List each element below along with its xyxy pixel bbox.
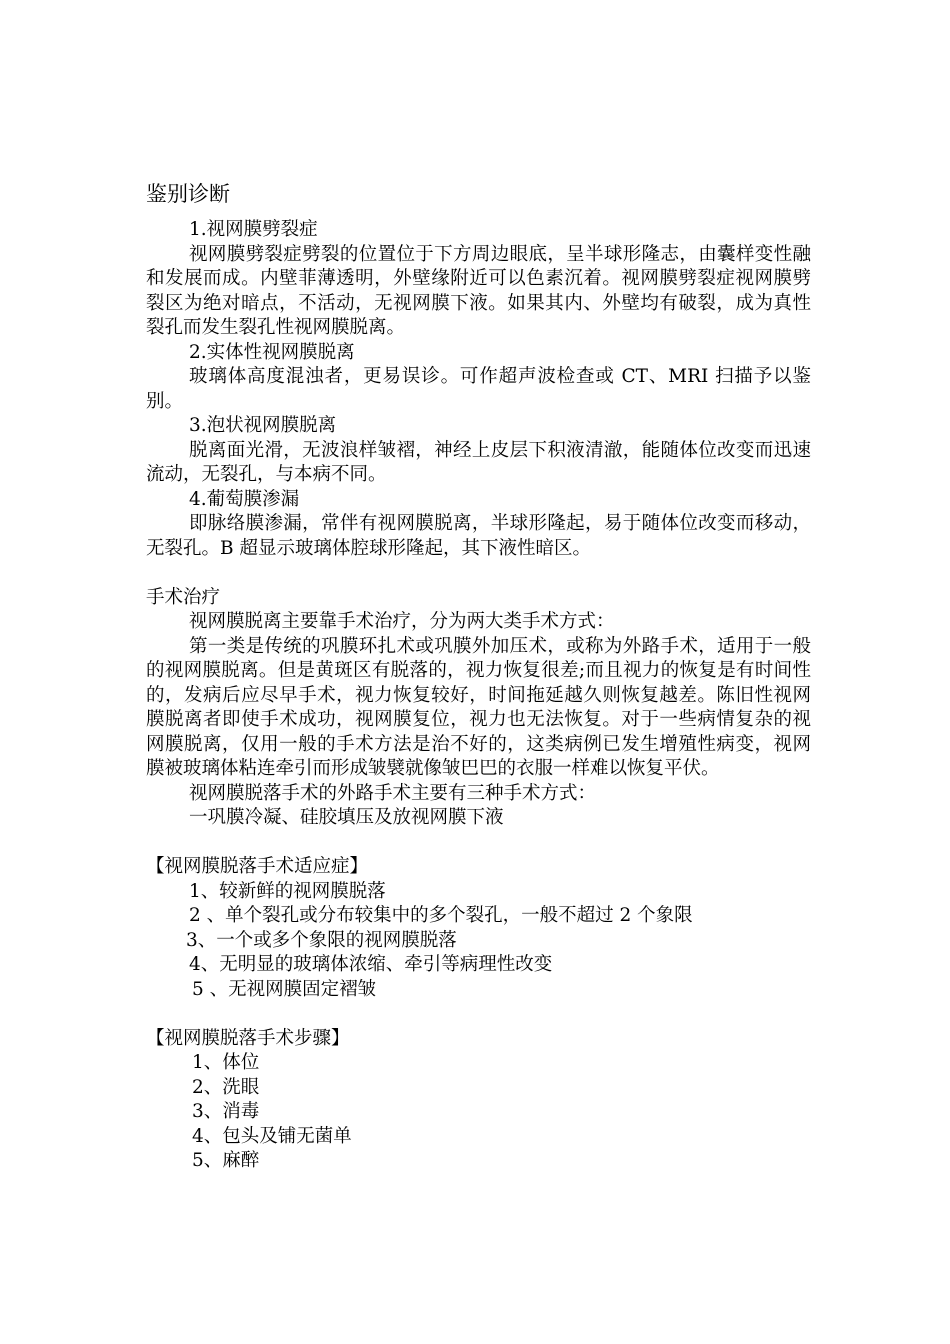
section-title-steps: 【视网膜脱落手术步骤】 xyxy=(146,1027,350,1049)
step-item: 4、包头及铺无菌单 xyxy=(192,1125,352,1147)
diagnosis-text-3: 脱离面光滑，无波浪样皱褶，神经上皮层下积液清澈，能随体位改变而迅速流动，无裂孔，与本病不同。 xyxy=(146,439,811,485)
diagnosis-heading-3: 3.泡状视网膜脱离 xyxy=(189,415,337,436)
indication-item: 5 、无视网膜固定褶皱 xyxy=(192,978,377,1000)
step-item: 3、消毒 xyxy=(192,1101,260,1122)
surgery-paragraph-1: 第一类是传统的巩膜环扎术或巩膜外加压术，或称为外路手术，适用于一般的视网膜脱离。但是黄斑区有脱落的，视力恢复很差;而且视力的恢复是有时间性的，发病后应尽早手术，视力恢复较好，时间拖延越久则恢复越差。陈旧性视网膜脱离者即使手术成功，视网膜复位，视力也无法恢复。对于一些病情复杂的视网膜脱离，仅用一般的手术方法是治不好的，这类病例已发生增殖性病变，视网膜被玻璃体粘连牵引而形成皱襞就像皱巴巴的衣服一样难以恢复平伏。 xyxy=(146,635,811,779)
section-title-indications: 【视网膜脱落手术适应症】 xyxy=(146,856,369,877)
diagnosis-text-1: 视网膜劈裂症劈裂的位置位于下方周边眼底，呈半球形隆志，由囊样变性融和发展而成。内壁菲薄透明，外壁缘附近可以色素沉着。视网膜劈裂症视网膜劈裂区为绝对暗点，不活动，无视网膜下液。如果其内、外壁均有破裂，成为真性裂孔而发生裂孔性视网膜脱离。 xyxy=(146,243,811,338)
indication-item: 2 、单个裂孔或分布较集中的多个裂孔，一般不超过 2 个象限 xyxy=(189,905,693,926)
spacer xyxy=(146,1002,811,1027)
diagnosis-text-2: 玻璃体高度混浊者，更易误诊。可作超声波检查或 CT、MRI 扫描予以鉴别。 xyxy=(146,366,811,412)
diagnosis-text-4: 即脉络膜渗漏，常伴有视网膜脱离，半球形隆起，易于随体位改变而移动，无裂孔。B 超显示玻璃体腔球形隆起，其下液性暗区。 xyxy=(146,513,811,559)
diagnosis-heading-1: 1.视网膜劈裂症 xyxy=(189,219,318,240)
step-item: 5、麻醉 xyxy=(192,1150,260,1171)
diagnosis-heading-2: 2.实体性视网膜脱离 xyxy=(189,341,355,363)
section-title-surgery: 手术治疗 xyxy=(146,586,221,608)
section-title-diagnosis: 鉴别诊断 xyxy=(146,182,230,206)
indication-item: 4、无明显的玻璃体浓缩、牵引等病理性改变 xyxy=(189,954,553,975)
indication-item: 3、一个或多个象限的视网膜脱落 xyxy=(186,929,457,951)
step-item: 1、体位 xyxy=(192,1052,260,1073)
spacer xyxy=(146,561,811,586)
surgery-paragraph-3: 一巩膜冷凝、硅胶填压及放视网膜下液 xyxy=(189,807,504,828)
spacer xyxy=(146,831,811,856)
step-item: 2、洗眼 xyxy=(192,1076,260,1098)
indication-item: 1、较新鲜的视网膜脱落 xyxy=(189,880,386,902)
surgery-paragraph-2: 视网膜脱落手术的外路手术主要有三种手术方式： xyxy=(189,782,597,804)
document-page xyxy=(146,180,811,1174)
surgery-intro: 视网膜脱离主要靠手术治疗，分为两大类手术方式： xyxy=(189,611,615,632)
diagnosis-heading-4: 4.葡萄膜渗漏 xyxy=(189,488,300,510)
